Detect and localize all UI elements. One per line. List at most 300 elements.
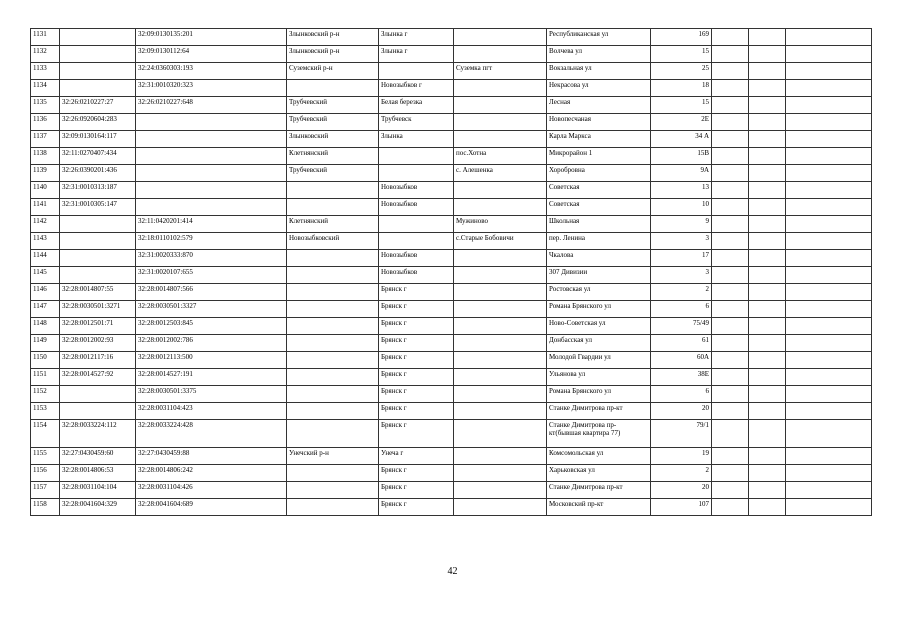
settlement <box>454 482 547 499</box>
extra-cell-3 <box>786 114 872 131</box>
table-row <box>31 352 872 369</box>
extra-cell-2 <box>749 335 786 352</box>
cadastral-number-land <box>60 80 136 97</box>
row-number: 1132 <box>31 46 60 63</box>
house-number: 2Е <box>651 114 712 131</box>
extra-cell-1 <box>712 284 749 301</box>
extra-cell-3 <box>786 335 872 352</box>
locality: Брянск г <box>379 420 454 448</box>
cadastral-number-land <box>60 386 136 403</box>
house-number: 61 <box>651 335 712 352</box>
street: Некрасова ул <box>547 80 651 97</box>
table-body <box>31 29 872 516</box>
street: Московский пр-кт <box>547 499 651 516</box>
extra-cell-3 <box>786 182 872 199</box>
locality: Брянск г <box>379 482 454 499</box>
extra-cell-2 <box>749 80 786 97</box>
table-row <box>31 301 872 318</box>
street: пер. Ленина <box>547 233 651 250</box>
extra-cell-1 <box>712 165 749 182</box>
table-row <box>31 267 872 284</box>
cadastral-number-building: 32:28:0031104:423 <box>136 403 287 420</box>
extra-cell-2 <box>749 97 786 114</box>
district <box>287 80 379 97</box>
extra-cell-2 <box>749 63 786 80</box>
locality: Трубчевск <box>379 114 454 131</box>
street: Донбасская ул <box>547 335 651 352</box>
cadastral-number-building: 32:28:0012113:500 <box>136 352 287 369</box>
house-number: 107 <box>651 499 712 516</box>
cadastral-number-land: 32:28:0012501:71 <box>60 318 136 335</box>
locality: Унеча г <box>379 448 454 465</box>
street: Станке Димитрова пр-кт <box>547 403 651 420</box>
settlement: пос.Хотна <box>454 148 547 165</box>
cadastral-number-building <box>136 165 287 182</box>
street: Волчева ул <box>547 46 651 63</box>
cadastral-number-land: 32:27:0430459:60 <box>60 448 136 465</box>
street: Харьковская ул <box>547 465 651 482</box>
cadastral-number-building: 32:28:0031104:426 <box>136 482 287 499</box>
row-number: 1144 <box>31 250 60 267</box>
district <box>287 284 379 301</box>
settlement: с.Старые Бобовичи <box>454 233 547 250</box>
extra-cell-3 <box>786 403 872 420</box>
row-number: 1141 <box>31 199 60 216</box>
house-number: 9 <box>651 216 712 233</box>
street: Советская <box>547 199 651 216</box>
settlement <box>454 114 547 131</box>
cadastral-number-land: 32:31:0010305:147 <box>60 199 136 216</box>
street: Романа Брянского ул <box>547 301 651 318</box>
locality: Новозыбков <box>379 267 454 284</box>
cadastral-number-land <box>60 46 136 63</box>
settlement <box>454 250 547 267</box>
extra-cell-2 <box>749 199 786 216</box>
cadastral-number-land: 32:31:0010313:187 <box>60 182 136 199</box>
cadastral-number-building: 32:28:0014527:191 <box>136 369 287 386</box>
house-number: 6 <box>651 301 712 318</box>
row-number: 1150 <box>31 352 60 369</box>
cadastral-number-building: 32:28:0014806:242 <box>136 465 287 482</box>
cadastral-number-building: 32:24:0360303:193 <box>136 63 287 80</box>
locality <box>379 165 454 182</box>
locality: Брянск г <box>379 352 454 369</box>
cadastral-number-land <box>60 250 136 267</box>
house-number: 18 <box>651 80 712 97</box>
district <box>287 352 379 369</box>
table-row <box>31 148 872 165</box>
extra-cell-2 <box>749 165 786 182</box>
row-number: 1145 <box>31 267 60 284</box>
extra-cell-1 <box>712 80 749 97</box>
row-number: 1142 <box>31 216 60 233</box>
settlement <box>454 29 547 46</box>
row-number: 1151 <box>31 369 60 386</box>
extra-cell-1 <box>712 403 749 420</box>
extra-cell-3 <box>786 482 872 499</box>
table-row <box>31 403 872 420</box>
district: Злынковский <box>287 131 379 148</box>
extra-cell-1 <box>712 182 749 199</box>
extra-cell-2 <box>749 499 786 516</box>
cadastral-number-land: 32:28:0033224:112 <box>60 420 136 448</box>
row-number: 1134 <box>31 80 60 97</box>
settlement <box>454 448 547 465</box>
locality: Брянск г <box>379 335 454 352</box>
table-row <box>31 448 872 465</box>
table-row <box>31 131 872 148</box>
extra-cell-3 <box>786 499 872 516</box>
district <box>287 335 379 352</box>
extra-cell-1 <box>712 335 749 352</box>
settlement <box>454 284 547 301</box>
house-number: 2 <box>651 465 712 482</box>
street: Республиканская ул <box>547 29 651 46</box>
cadastral-number-land <box>60 403 136 420</box>
settlement <box>454 465 547 482</box>
house-number: 17 <box>651 250 712 267</box>
cadastral-number-land: 32:28:0012002:93 <box>60 335 136 352</box>
extra-cell-1 <box>712 114 749 131</box>
settlement <box>454 80 547 97</box>
district <box>287 499 379 516</box>
row-number: 1140 <box>31 182 60 199</box>
extra-cell-1 <box>712 301 749 318</box>
settlement <box>454 352 547 369</box>
district: Новозыбковский <box>287 233 379 250</box>
extra-cell-2 <box>749 148 786 165</box>
street: Ульянова ул <box>547 369 651 386</box>
street: Школьная <box>547 216 651 233</box>
cadastral-number-land: 32:28:0014806:53 <box>60 465 136 482</box>
cadastral-number-building: 32:11:0420201:414 <box>136 216 287 233</box>
locality: Злынка г <box>379 46 454 63</box>
extra-cell-3 <box>786 233 872 250</box>
extra-cell-1 <box>712 233 749 250</box>
extra-cell-2 <box>749 448 786 465</box>
district <box>287 369 379 386</box>
locality: Брянск г <box>379 301 454 318</box>
cadastral-number-building: 32:27:0430459:88 <box>136 448 287 465</box>
locality: Белая березка <box>379 97 454 114</box>
house-number: 79/1 <box>651 420 712 448</box>
extra-cell-2 <box>749 301 786 318</box>
row-number: 1133 <box>31 63 60 80</box>
house-number: 25 <box>651 63 712 80</box>
cadastral-number-building: 32:28:0014807:566 <box>136 284 287 301</box>
extra-cell-3 <box>786 216 872 233</box>
extra-cell-1 <box>712 352 749 369</box>
cadastral-number-building <box>136 199 287 216</box>
locality: Брянск г <box>379 499 454 516</box>
extra-cell-1 <box>712 267 749 284</box>
settlement <box>454 97 547 114</box>
cadastral-number-building <box>136 148 287 165</box>
cadastral-number-building: 32:28:0030501:3375 <box>136 386 287 403</box>
cadastral-number-land <box>60 29 136 46</box>
extra-cell-2 <box>749 250 786 267</box>
cadastral-number-building: 32:28:0012503:845 <box>136 318 287 335</box>
settlement <box>454 301 547 318</box>
settlement: с. Алешенка <box>454 165 547 182</box>
extra-cell-3 <box>786 369 872 386</box>
cadastral-number-land: 32:28:0041604:329 <box>60 499 136 516</box>
house-number: 20 <box>651 482 712 499</box>
extra-cell-3 <box>786 448 872 465</box>
extra-cell-1 <box>712 199 749 216</box>
extra-cell-2 <box>749 216 786 233</box>
extra-cell-3 <box>786 420 872 448</box>
settlement: Суземка пгт <box>454 63 547 80</box>
extra-cell-2 <box>749 386 786 403</box>
extra-cell-1 <box>712 148 749 165</box>
table-row <box>31 250 872 267</box>
street: Романа Брянского ул <box>547 386 651 403</box>
cadastral-number-building: 32:28:0012002:786 <box>136 335 287 352</box>
table-row <box>31 182 872 199</box>
cadastral-number-building: 32:09:0130112:64 <box>136 46 287 63</box>
extra-cell-3 <box>786 46 872 63</box>
extra-cell-2 <box>749 114 786 131</box>
street: Чкалова <box>547 250 651 267</box>
extra-cell-3 <box>786 465 872 482</box>
row-number: 1156 <box>31 465 60 482</box>
settlement <box>454 499 547 516</box>
cadastral-number-building: 32:09:0130135:201 <box>136 29 287 46</box>
extra-cell-3 <box>786 386 872 403</box>
extra-cell-3 <box>786 352 872 369</box>
street: Лесная <box>547 97 651 114</box>
cadastral-number-land <box>60 63 136 80</box>
locality: Новозыбков г <box>379 80 454 97</box>
street: Карла Маркса <box>547 131 651 148</box>
cadastral-number-land: 32:11:0270407:434 <box>60 148 136 165</box>
row-number: 1147 <box>31 301 60 318</box>
locality: Брянск г <box>379 465 454 482</box>
street: Вокзальная ул <box>547 63 651 80</box>
row-number: 1157 <box>31 482 60 499</box>
house-number: 34 А <box>651 131 712 148</box>
extra-cell-2 <box>749 284 786 301</box>
table-row <box>31 63 872 80</box>
house-number: 15 <box>651 46 712 63</box>
district: Суземский р-н <box>287 63 379 80</box>
registry-table <box>30 28 872 516</box>
house-number: 9А <box>651 165 712 182</box>
locality: Брянск г <box>379 369 454 386</box>
street: Новопесчаная <box>547 114 651 131</box>
row-number: 1154 <box>31 420 60 448</box>
cadastral-number-building: 32:18:0110102:579 <box>136 233 287 250</box>
locality: Новозыбков <box>379 250 454 267</box>
locality: Новозыбков <box>379 182 454 199</box>
locality <box>379 233 454 250</box>
table-row <box>31 335 872 352</box>
table-row <box>31 386 872 403</box>
locality <box>379 148 454 165</box>
extra-cell-2 <box>749 267 786 284</box>
cadastral-number-building: 32:28:0033224:428 <box>136 420 287 448</box>
house-number: 15 <box>651 97 712 114</box>
district <box>287 250 379 267</box>
house-number: 10 <box>651 199 712 216</box>
cadastral-number-building: 32:31:0010320:323 <box>136 80 287 97</box>
district: Клетнянский <box>287 148 379 165</box>
extra-cell-1 <box>712 250 749 267</box>
locality: Брянск г <box>379 386 454 403</box>
extra-cell-1 <box>712 46 749 63</box>
cadastral-number-land: 32:28:0012117:16 <box>60 352 136 369</box>
table-row <box>31 284 872 301</box>
extra-cell-3 <box>786 63 872 80</box>
house-number: 13 <box>651 182 712 199</box>
street: Советская <box>547 182 651 199</box>
house-number: 169 <box>651 29 712 46</box>
row-number: 1131 <box>31 29 60 46</box>
extra-cell-1 <box>712 448 749 465</box>
locality: Брянск г <box>379 318 454 335</box>
row-number: 1149 <box>31 335 60 352</box>
cadastral-number-land: 32:26:0210227:27 <box>60 97 136 114</box>
district <box>287 182 379 199</box>
extra-cell-1 <box>712 369 749 386</box>
house-number: 6 <box>651 386 712 403</box>
house-number: 15В <box>651 148 712 165</box>
district: Трубчевский <box>287 165 379 182</box>
house-number: 60А <box>651 352 712 369</box>
cadastral-number-land: 32:26:0390201:436 <box>60 165 136 182</box>
extra-cell-1 <box>712 97 749 114</box>
cadastral-number-building: 32:31:0020333:870 <box>136 250 287 267</box>
row-number: 1155 <box>31 448 60 465</box>
extra-cell-1 <box>712 465 749 482</box>
extra-cell-2 <box>749 131 786 148</box>
table-row <box>31 318 872 335</box>
locality: Брянск г <box>379 284 454 301</box>
cadastral-number-land: 32:26:0920604:283 <box>60 114 136 131</box>
page-number: 42 <box>447 566 458 577</box>
row-number: 1138 <box>31 148 60 165</box>
locality: Злынка <box>379 131 454 148</box>
extra-cell-3 <box>786 267 872 284</box>
extra-cell-1 <box>712 420 749 448</box>
table-row <box>31 499 872 516</box>
district <box>287 386 379 403</box>
cadastral-number-land: 32:28:0031104:104 <box>60 482 136 499</box>
street: Ново-Советская ул <box>547 318 651 335</box>
cadastral-number-land: 32:28:0014527:92 <box>60 369 136 386</box>
settlement <box>454 318 547 335</box>
table-row <box>31 29 872 46</box>
table-row <box>31 46 872 63</box>
row-number: 1136 <box>31 114 60 131</box>
house-number: 2 <box>651 284 712 301</box>
cadastral-number-land: 32:09:0130164:117 <box>60 131 136 148</box>
house-number: 19 <box>651 448 712 465</box>
settlement <box>454 46 547 63</box>
extra-cell-1 <box>712 63 749 80</box>
extra-cell-3 <box>786 131 872 148</box>
extra-cell-1 <box>712 29 749 46</box>
street: Комсомольская ул <box>547 448 651 465</box>
extra-cell-2 <box>749 465 786 482</box>
row-number: 1146 <box>31 284 60 301</box>
cadastral-number-building: 32:28:0030501:3327 <box>136 301 287 318</box>
row-number: 1135 <box>31 97 60 114</box>
house-number: 75/49 <box>651 318 712 335</box>
street: Станке Димитрова пр-кт(бывшая квартира 77) <box>547 420 651 448</box>
extra-cell-1 <box>712 499 749 516</box>
row-number: 1152 <box>31 386 60 403</box>
district <box>287 403 379 420</box>
street: 307 Дивизии <box>547 267 651 284</box>
district <box>287 482 379 499</box>
locality: Злынка г <box>379 29 454 46</box>
extra-cell-3 <box>786 250 872 267</box>
district: Трубчевский <box>287 114 379 131</box>
settlement <box>454 386 547 403</box>
street: Ростовская ул <box>547 284 651 301</box>
extra-cell-2 <box>749 29 786 46</box>
extra-cell-2 <box>749 482 786 499</box>
table-row <box>31 97 872 114</box>
extra-cell-3 <box>786 199 872 216</box>
district: Унечский р-н <box>287 448 379 465</box>
street: Микрорайон 1 <box>547 148 651 165</box>
row-number: 1153 <box>31 403 60 420</box>
table-row <box>31 165 872 182</box>
extra-cell-2 <box>749 352 786 369</box>
extra-cell-3 <box>786 148 872 165</box>
extra-cell-1 <box>712 386 749 403</box>
cadastral-number-building <box>136 114 287 131</box>
street: Хоробровна <box>547 165 651 182</box>
settlement <box>454 420 547 448</box>
table-row <box>31 216 872 233</box>
cadastral-number-land <box>60 267 136 284</box>
district <box>287 267 379 284</box>
locality: Брянск г <box>379 403 454 420</box>
district: Злынковский р-н <box>287 46 379 63</box>
settlement <box>454 199 547 216</box>
cadastral-number-land <box>60 216 136 233</box>
settlement <box>454 403 547 420</box>
district <box>287 420 379 448</box>
extra-cell-3 <box>786 284 872 301</box>
settlement: Мужиново <box>454 216 547 233</box>
extra-cell-2 <box>749 403 786 420</box>
extra-cell-2 <box>749 182 786 199</box>
house-number: 20 <box>651 403 712 420</box>
district <box>287 318 379 335</box>
row-number: 1148 <box>31 318 60 335</box>
district: Трубчевский <box>287 97 379 114</box>
table-row <box>31 465 872 482</box>
extra-cell-1 <box>712 216 749 233</box>
street: Молодой Гвардии ул <box>547 352 651 369</box>
extra-cell-2 <box>749 420 786 448</box>
cadastral-number-land: 32:28:0030501:3271 <box>60 301 136 318</box>
house-number: 3 <box>651 233 712 250</box>
table-row <box>31 80 872 97</box>
extra-cell-3 <box>786 97 872 114</box>
locality: Новозыбков <box>379 199 454 216</box>
table-row <box>31 369 872 386</box>
row-number: 1139 <box>31 165 60 182</box>
extra-cell-1 <box>712 482 749 499</box>
cadastral-number-building: 32:28:0041604:689 <box>136 499 287 516</box>
cadastral-number-building: 32:26:0210227:648 <box>136 97 287 114</box>
